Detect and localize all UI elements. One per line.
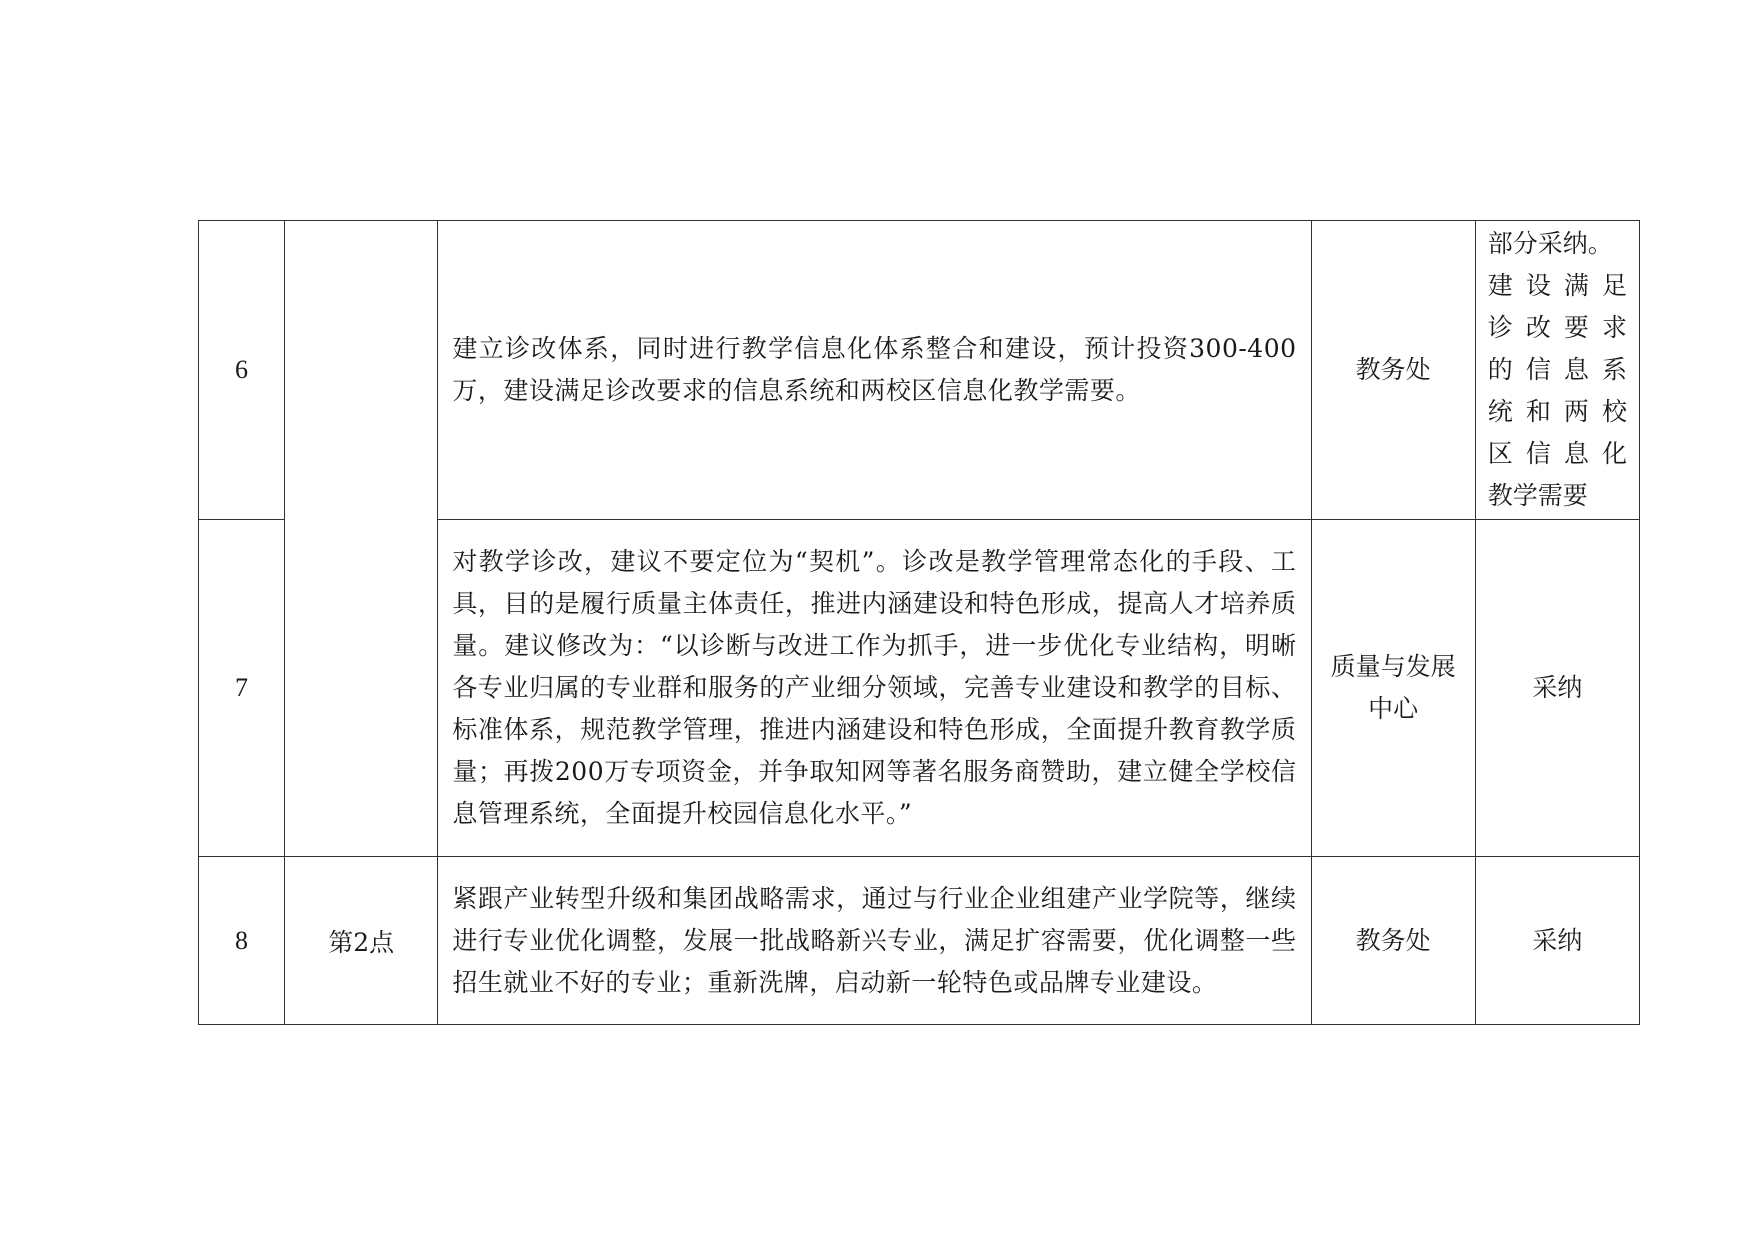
result-line: 教学需要: [1487, 481, 1588, 510]
adoption-result: 采纳: [1475, 857, 1639, 1025]
suggestion-content: 建立诊改体系，同时进行教学信息化体系整合和建设，预计投资300-400万，建设满足诊改要求的信息系统和两校区信息化教学需要。: [438, 221, 1311, 520]
suggestion-content: 紧跟产业转型升级和集团战略需求，通过与行业企业组建产业学院等，继续进行专业优化调整，发展一批战略新兴专业，满足扩容需要，优化调整一些招生就业不好的专业；重新洗牌，启动新一轮特色或品牌专业建设。: [438, 857, 1311, 1025]
result-line: 统和两校: [1487, 397, 1627, 426]
result-line: 部分采纳。: [1487, 229, 1613, 258]
adoption-result: [1475, 221, 1639, 520]
result-line: 诊改要求: [1487, 313, 1627, 342]
result-line: 区信息化: [1487, 439, 1627, 468]
table-row: [199, 857, 1640, 1025]
row-number: 8: [199, 857, 285, 1025]
feedback-table: [198, 220, 1640, 1025]
result-line: 的信息系: [1487, 355, 1627, 384]
responsible-department: 教务处: [1311, 221, 1475, 520]
point-cell: 第2点: [285, 857, 438, 1025]
adoption-result: 采纳: [1475, 520, 1639, 857]
suggestion-content: 对教学诊改，建议不要定位为“契机”。诊改是教学管理常态化的手段、工具，目的是履行质量主体责任，推进内涵建设和特色形成，提高人才培养质量。建议修改为：“以诊断与改进工作为抓手，进一步优化专业结构，明晰各专业归属的专业群和服务的产业细分领域，完善专业建设和教学的目标、标准体系，规范教学管理，推进内涵建设和特色形成，全面提升教育教学质量；再拨200万专项资金，并争取知网等著名服务商赞助，建立健全学校信息管理系统，全面提升校园信息化水平。”: [438, 520, 1311, 857]
row-number: 7: [199, 520, 285, 857]
result-line: 建设满足: [1487, 271, 1627, 300]
point-cell: [285, 221, 438, 857]
table-row: [199, 221, 1640, 520]
responsible-department: 教务处: [1311, 857, 1475, 1025]
responsible-department: 质量与发展中心: [1311, 520, 1475, 857]
row-number: 6: [199, 221, 285, 520]
